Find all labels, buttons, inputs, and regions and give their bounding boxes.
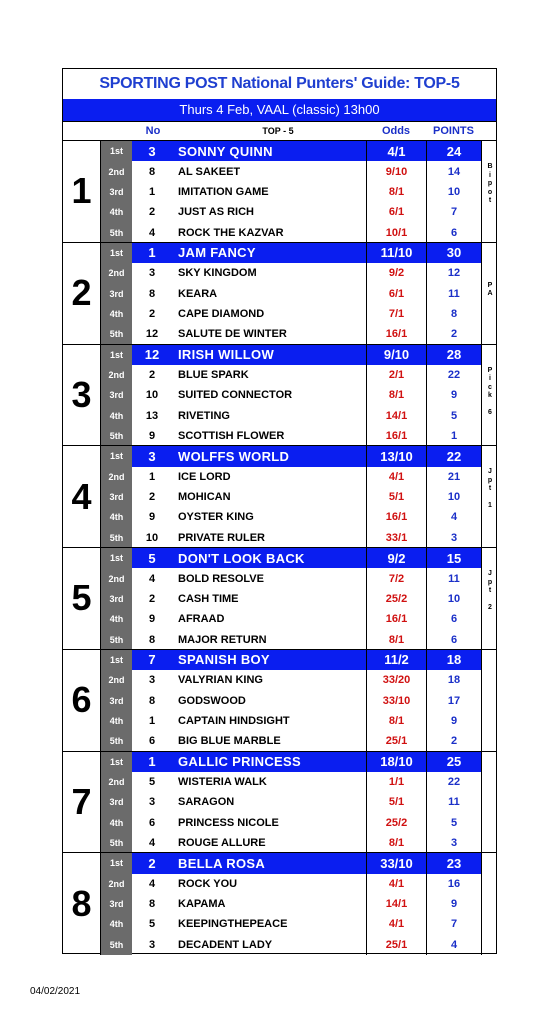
- finish-position: 3rd: [109, 797, 124, 808]
- odds-value: 5/1: [366, 792, 426, 812]
- runner-row: [101, 283, 496, 303]
- race-number: 7: [63, 752, 101, 853]
- odds-value: 33/10: [366, 690, 426, 710]
- points-value: 16: [426, 874, 481, 894]
- runner-row: [101, 507, 496, 527]
- points-value: 15: [426, 548, 481, 568]
- runner-number: 8: [148, 165, 156, 178]
- odds-value: 25/1: [366, 731, 426, 751]
- bet-type-note-column: [481, 752, 498, 853]
- runner-number: 4: [148, 877, 156, 890]
- points-value: 22: [426, 772, 481, 792]
- horse-name: IRISH WILLOW: [178, 347, 275, 363]
- odds-value: 25/1: [366, 935, 426, 955]
- points-value: 6: [426, 609, 481, 629]
- points-value: 21: [426, 467, 481, 487]
- runner-number: 2: [148, 491, 156, 504]
- finish-position: 3rd: [109, 186, 124, 197]
- odds-value: 16/1: [366, 609, 426, 629]
- runner-row: [101, 629, 496, 649]
- horse-name: DON'T LOOK BACK: [178, 550, 305, 566]
- horse-name: AL SAKEET: [178, 165, 241, 178]
- finish-position: 3rd: [109, 390, 124, 401]
- runner-row: [101, 324, 496, 344]
- odds-value: 11/10: [366, 243, 426, 263]
- top-pick-row: [101, 446, 496, 466]
- horse-name: SARAGON: [178, 796, 235, 809]
- odds-value: 5/1: [366, 487, 426, 507]
- guide-sheet: [62, 68, 497, 954]
- runner-number: 9: [148, 613, 156, 626]
- runner-number: 3: [148, 267, 156, 280]
- horse-name: ROCK YOU: [178, 877, 238, 890]
- odds-value: 6/1: [366, 283, 426, 303]
- finish-position: 4th: [109, 308, 124, 319]
- points-value: 14: [426, 161, 481, 181]
- horse-name: AFRAAD: [178, 613, 225, 626]
- horse-name: GALLIC PRINCESS: [178, 754, 301, 770]
- runner-number: 10: [145, 531, 159, 544]
- finish-position: 4th: [109, 410, 124, 421]
- odds-value: 9/2: [366, 548, 426, 568]
- runner-row: [101, 914, 496, 934]
- runner-row: [101, 406, 496, 426]
- odds-value: 2/1: [366, 365, 426, 385]
- horse-name: JUST AS RICH: [178, 206, 254, 219]
- column-header-no: No: [145, 125, 161, 137]
- points-value: 1: [426, 426, 481, 446]
- horse-name: WISTERIA WALK: [178, 776, 267, 789]
- horse-name: CAPE DIAMOND: [178, 307, 265, 320]
- points-value: 4: [426, 507, 481, 527]
- top-pick-row: [101, 650, 496, 670]
- bet-type-note-column: [481, 141, 498, 242]
- bet-type-note: P A: [487, 281, 493, 298]
- horse-name: SPANISH BOY: [178, 652, 270, 668]
- runner-number: 13: [145, 409, 159, 422]
- race-block-8: [63, 853, 496, 955]
- races-table: [63, 141, 496, 955]
- points-value: 25: [426, 752, 481, 772]
- points-value: 22: [426, 446, 481, 466]
- odds-value: 14/1: [366, 406, 426, 426]
- runner-row: [101, 467, 496, 487]
- bet-type-note: B i p o t: [487, 163, 493, 204]
- runner-number: 5: [148, 776, 156, 789]
- finish-position: 1st: [109, 654, 123, 665]
- finish-position: 3rd: [109, 899, 124, 910]
- finish-position: 3rd: [109, 695, 124, 706]
- horse-name: RIVETING: [178, 409, 230, 422]
- top-pick-row: [101, 243, 496, 263]
- race-number: 6: [63, 650, 101, 751]
- runner-number: 5: [148, 550, 156, 566]
- horse-name: SALUTE DE WINTER: [178, 328, 287, 341]
- runner-number: 4: [148, 837, 156, 850]
- horse-name: JAM FANCY: [178, 245, 256, 261]
- horse-name: SKY KINGDOM: [178, 267, 257, 280]
- horse-name: KAPAMA: [178, 898, 226, 911]
- bet-type-note-column: [481, 446, 498, 547]
- runner-row: [101, 385, 496, 405]
- odds-value: 4/1: [366, 914, 426, 934]
- runner-row: [101, 487, 496, 507]
- runner-row: [101, 792, 496, 812]
- points-value: 11: [426, 283, 481, 303]
- odds-value: 8/1: [366, 385, 426, 405]
- horse-name: PRIVATE RULER: [178, 531, 265, 544]
- odds-value: 16/1: [366, 507, 426, 527]
- finish-position: 2nd: [108, 370, 125, 381]
- horse-name: PRINCESS NICOLE: [178, 816, 279, 829]
- runner-row: [101, 263, 496, 283]
- runner-number: 8: [148, 287, 156, 300]
- runner-number: 2: [148, 307, 156, 320]
- odds-value: 9/10: [366, 345, 426, 365]
- horse-name: ROCK THE KAZVAR: [178, 226, 284, 239]
- finish-position: 5th: [109, 227, 124, 238]
- points-value: 5: [426, 813, 481, 833]
- points-value: 11: [426, 792, 481, 812]
- finish-position: 3rd: [109, 593, 124, 604]
- column-header-odds: Odds: [381, 125, 411, 137]
- runner-number: 1: [148, 754, 156, 770]
- finish-position: 4th: [109, 919, 124, 930]
- race-block-1: [63, 141, 496, 243]
- horse-name: IMITATION GAME: [178, 185, 269, 198]
- finish-position: 2nd: [108, 471, 125, 482]
- runner-number: 7: [148, 652, 156, 668]
- race-number: 2: [63, 243, 101, 344]
- bet-type-note: J p t 2: [487, 570, 493, 611]
- finish-position: 1st: [109, 349, 123, 360]
- odds-value: 4/1: [366, 141, 426, 161]
- column-header-points: POINTS: [433, 125, 474, 137]
- points-value: 23: [426, 853, 481, 873]
- runner-number: 3: [148, 796, 156, 809]
- finish-position: 5th: [109, 329, 124, 340]
- finish-position: 2nd: [108, 675, 125, 686]
- odds-value: 18/10: [366, 752, 426, 772]
- finish-position: 1st: [109, 247, 123, 258]
- finish-position: 1st: [109, 553, 123, 564]
- odds-value: 8/1: [366, 833, 426, 853]
- points-value: 24: [426, 141, 481, 161]
- page-title: SPORTING POST National Punters' Guide: TOP-5: [99, 75, 460, 92]
- bet-type-note-column: [481, 243, 498, 344]
- finish-position: 1st: [109, 146, 123, 157]
- runner-number: 3: [148, 143, 156, 159]
- runner-row: [101, 161, 496, 181]
- bet-type-note: P i c k 6: [487, 366, 493, 416]
- odds-value: 9/10: [366, 161, 426, 181]
- runner-row: [101, 528, 496, 548]
- bet-type-note-column: [481, 548, 498, 649]
- runner-row: [101, 589, 496, 609]
- odds-value: 25/2: [366, 589, 426, 609]
- odds-value: 16/1: [366, 324, 426, 344]
- points-value: 17: [426, 690, 481, 710]
- points-value: 9: [426, 711, 481, 731]
- top-pick-row: [101, 141, 496, 161]
- runner-number: 2: [148, 206, 156, 219]
- runner-row: [101, 609, 496, 629]
- runner-number: 12: [144, 347, 160, 363]
- footer-date: 04/02/2021: [30, 986, 81, 997]
- odds-value: 16/1: [366, 426, 426, 446]
- runner-row: [101, 731, 496, 751]
- finish-position: 5th: [109, 431, 124, 442]
- odds-value: 4/1: [366, 467, 426, 487]
- points-value: 3: [426, 528, 481, 548]
- horse-name: CASH TIME: [178, 592, 239, 605]
- runner-number: 2: [148, 592, 156, 605]
- runner-number: 4: [148, 226, 156, 239]
- finish-position: 4th: [109, 512, 124, 523]
- runner-number: 5: [148, 918, 156, 931]
- runner-number: 9: [148, 430, 156, 443]
- race-number: 4: [63, 446, 101, 547]
- odds-value: 33/1: [366, 528, 426, 548]
- horse-name: GODSWOOD: [178, 694, 246, 707]
- bet-type-note: J p t 1: [487, 468, 493, 510]
- runner-row: [101, 426, 496, 446]
- finish-position: 5th: [109, 838, 124, 849]
- points-value: 18: [426, 650, 481, 670]
- points-value: 12: [426, 263, 481, 283]
- points-value: 4: [426, 935, 481, 955]
- runner-number: 4: [148, 572, 156, 585]
- finish-position: 1st: [109, 756, 123, 767]
- runner-number: 10: [145, 389, 159, 402]
- top-pick-row: [101, 345, 496, 365]
- points-value: 2: [426, 731, 481, 751]
- horse-name: CAPTAIN HINDSIGHT: [178, 714, 290, 727]
- odds-value: 13/10: [366, 446, 426, 466]
- horse-name: ICE LORD: [178, 470, 231, 483]
- finish-position: 2nd: [108, 573, 125, 584]
- finish-position: 5th: [109, 939, 124, 950]
- odds-value: 14/1: [366, 894, 426, 914]
- horse-name: WOLFFS WORLD: [178, 448, 290, 464]
- runner-row: [101, 874, 496, 894]
- odds-value: 8/1: [366, 629, 426, 649]
- points-value: 10: [426, 487, 481, 507]
- finish-position: 4th: [109, 207, 124, 218]
- runner-row: [101, 813, 496, 833]
- horse-name: OYSTER KING: [178, 511, 254, 524]
- runner-number: 8: [148, 694, 156, 707]
- odds-value: 33/20: [366, 670, 426, 690]
- odds-value: 6/1: [366, 202, 426, 222]
- finish-position: 4th: [109, 817, 124, 828]
- runner-number: 1: [148, 714, 156, 727]
- bet-type-note-column: [481, 650, 498, 751]
- runner-number: 12: [145, 328, 159, 341]
- column-header-row: [63, 121, 496, 141]
- points-value: 30: [426, 243, 481, 263]
- horse-name: DECADENT LADY: [178, 938, 273, 951]
- points-value: 9: [426, 894, 481, 914]
- points-value: 7: [426, 202, 481, 222]
- finish-position: 4th: [109, 614, 124, 625]
- points-value: 18: [426, 670, 481, 690]
- runner-number: 6: [148, 735, 156, 748]
- horse-name: ROUGE ALLURE: [178, 837, 266, 850]
- horse-name: BOLD RESOLVE: [178, 572, 264, 585]
- finish-position: 5th: [109, 532, 124, 543]
- points-value: 2: [426, 324, 481, 344]
- runner-row: [101, 772, 496, 792]
- horse-name: MAJOR RETURN: [178, 633, 267, 646]
- runner-number: 3: [148, 674, 156, 687]
- runner-row: [101, 568, 496, 588]
- runner-row: [101, 670, 496, 690]
- horse-name: KEEPINGTHEPEACE: [178, 918, 288, 931]
- runner-number: 6: [148, 816, 156, 829]
- points-value: 22: [426, 365, 481, 385]
- runner-row: [101, 711, 496, 731]
- race-number: 1: [63, 141, 101, 242]
- runner-row: [101, 935, 496, 955]
- runner-row: [101, 304, 496, 324]
- finish-position: 2nd: [108, 777, 125, 788]
- runner-number: 3: [148, 938, 156, 951]
- horse-name: KEARA: [178, 287, 218, 300]
- bet-type-note-column: [481, 345, 498, 446]
- race-meeting-subtitle: Thurs 4 Feb, VAAL (classic) 13h00: [63, 99, 496, 121]
- finish-position: 3rd: [109, 492, 124, 503]
- odds-value: 10/1: [366, 222, 426, 242]
- runner-row: [101, 202, 496, 222]
- horse-name: BIG BLUE MARBLE: [178, 735, 281, 748]
- points-value: 8: [426, 304, 481, 324]
- odds-value: 8/1: [366, 711, 426, 731]
- finish-position: 2nd: [108, 268, 125, 279]
- runner-number: 3: [148, 448, 156, 464]
- odds-value: 25/2: [366, 813, 426, 833]
- runner-number: 8: [148, 633, 156, 646]
- finish-position: 1st: [109, 451, 123, 462]
- odds-value: 4/1: [366, 874, 426, 894]
- top-pick-row: [101, 548, 496, 568]
- runner-number: 8: [148, 898, 156, 911]
- odds-value: 33/10: [366, 853, 426, 873]
- points-value: 11: [426, 568, 481, 588]
- odds-value: 9/2: [366, 263, 426, 283]
- horse-name: MOHICAN: [178, 491, 231, 504]
- finish-position: 4th: [109, 715, 124, 726]
- horse-name: VALYRIAN KING: [178, 674, 263, 687]
- odds-value: 8/1: [366, 182, 426, 202]
- runner-row: [101, 182, 496, 202]
- horse-name: BLUE SPARK: [178, 369, 249, 382]
- race-number: 5: [63, 548, 101, 649]
- finish-position: 1st: [109, 858, 123, 869]
- runner-row: [101, 365, 496, 385]
- horse-name: SCOTTISH FLOWER: [178, 430, 285, 443]
- horse-name: SUITED CONNECTOR: [178, 389, 293, 402]
- points-value: 10: [426, 589, 481, 609]
- odds-value: 11/2: [366, 650, 426, 670]
- race-block-3: [63, 345, 496, 447]
- runner-number: 1: [148, 245, 156, 261]
- points-value: 7: [426, 914, 481, 934]
- runner-row: [101, 894, 496, 914]
- runner-number: 2: [148, 855, 156, 871]
- finish-position: 2nd: [108, 878, 125, 889]
- race-block-2: [63, 243, 496, 345]
- race-block-5: [63, 548, 496, 650]
- race-block-7: [63, 752, 496, 854]
- finish-position: 2nd: [108, 166, 125, 177]
- race-block-4: [63, 446, 496, 548]
- points-value: 10: [426, 182, 481, 202]
- column-header-top5: TOP - 5: [262, 126, 294, 136]
- runner-number: 2: [148, 369, 156, 382]
- runner-number: 9: [148, 511, 156, 524]
- runner-row: [101, 690, 496, 710]
- runner-number: 1: [148, 185, 156, 198]
- points-value: 6: [426, 222, 481, 242]
- odds-value: 7/1: [366, 304, 426, 324]
- race-number: 8: [63, 853, 101, 955]
- finish-position: 5th: [109, 736, 124, 747]
- points-value: 5: [426, 406, 481, 426]
- race-number: 3: [63, 345, 101, 446]
- bet-type-note-column: [481, 853, 498, 955]
- runner-row: [101, 222, 496, 242]
- horse-name: SONNY QUINN: [178, 143, 273, 159]
- top-pick-row: [101, 752, 496, 772]
- odds-value: 7/2: [366, 568, 426, 588]
- runner-number: 1: [148, 470, 156, 483]
- points-value: 6: [426, 629, 481, 649]
- finish-position: 5th: [109, 634, 124, 645]
- top-pick-row: [101, 853, 496, 873]
- points-value: 28: [426, 345, 481, 365]
- finish-position: 3rd: [109, 288, 124, 299]
- points-value: 3: [426, 833, 481, 853]
- runner-row: [101, 833, 496, 853]
- odds-value: 1/1: [366, 772, 426, 792]
- points-value: 9: [426, 385, 481, 405]
- race-block-6: [63, 650, 496, 752]
- horse-name: BELLA ROSA: [178, 855, 266, 871]
